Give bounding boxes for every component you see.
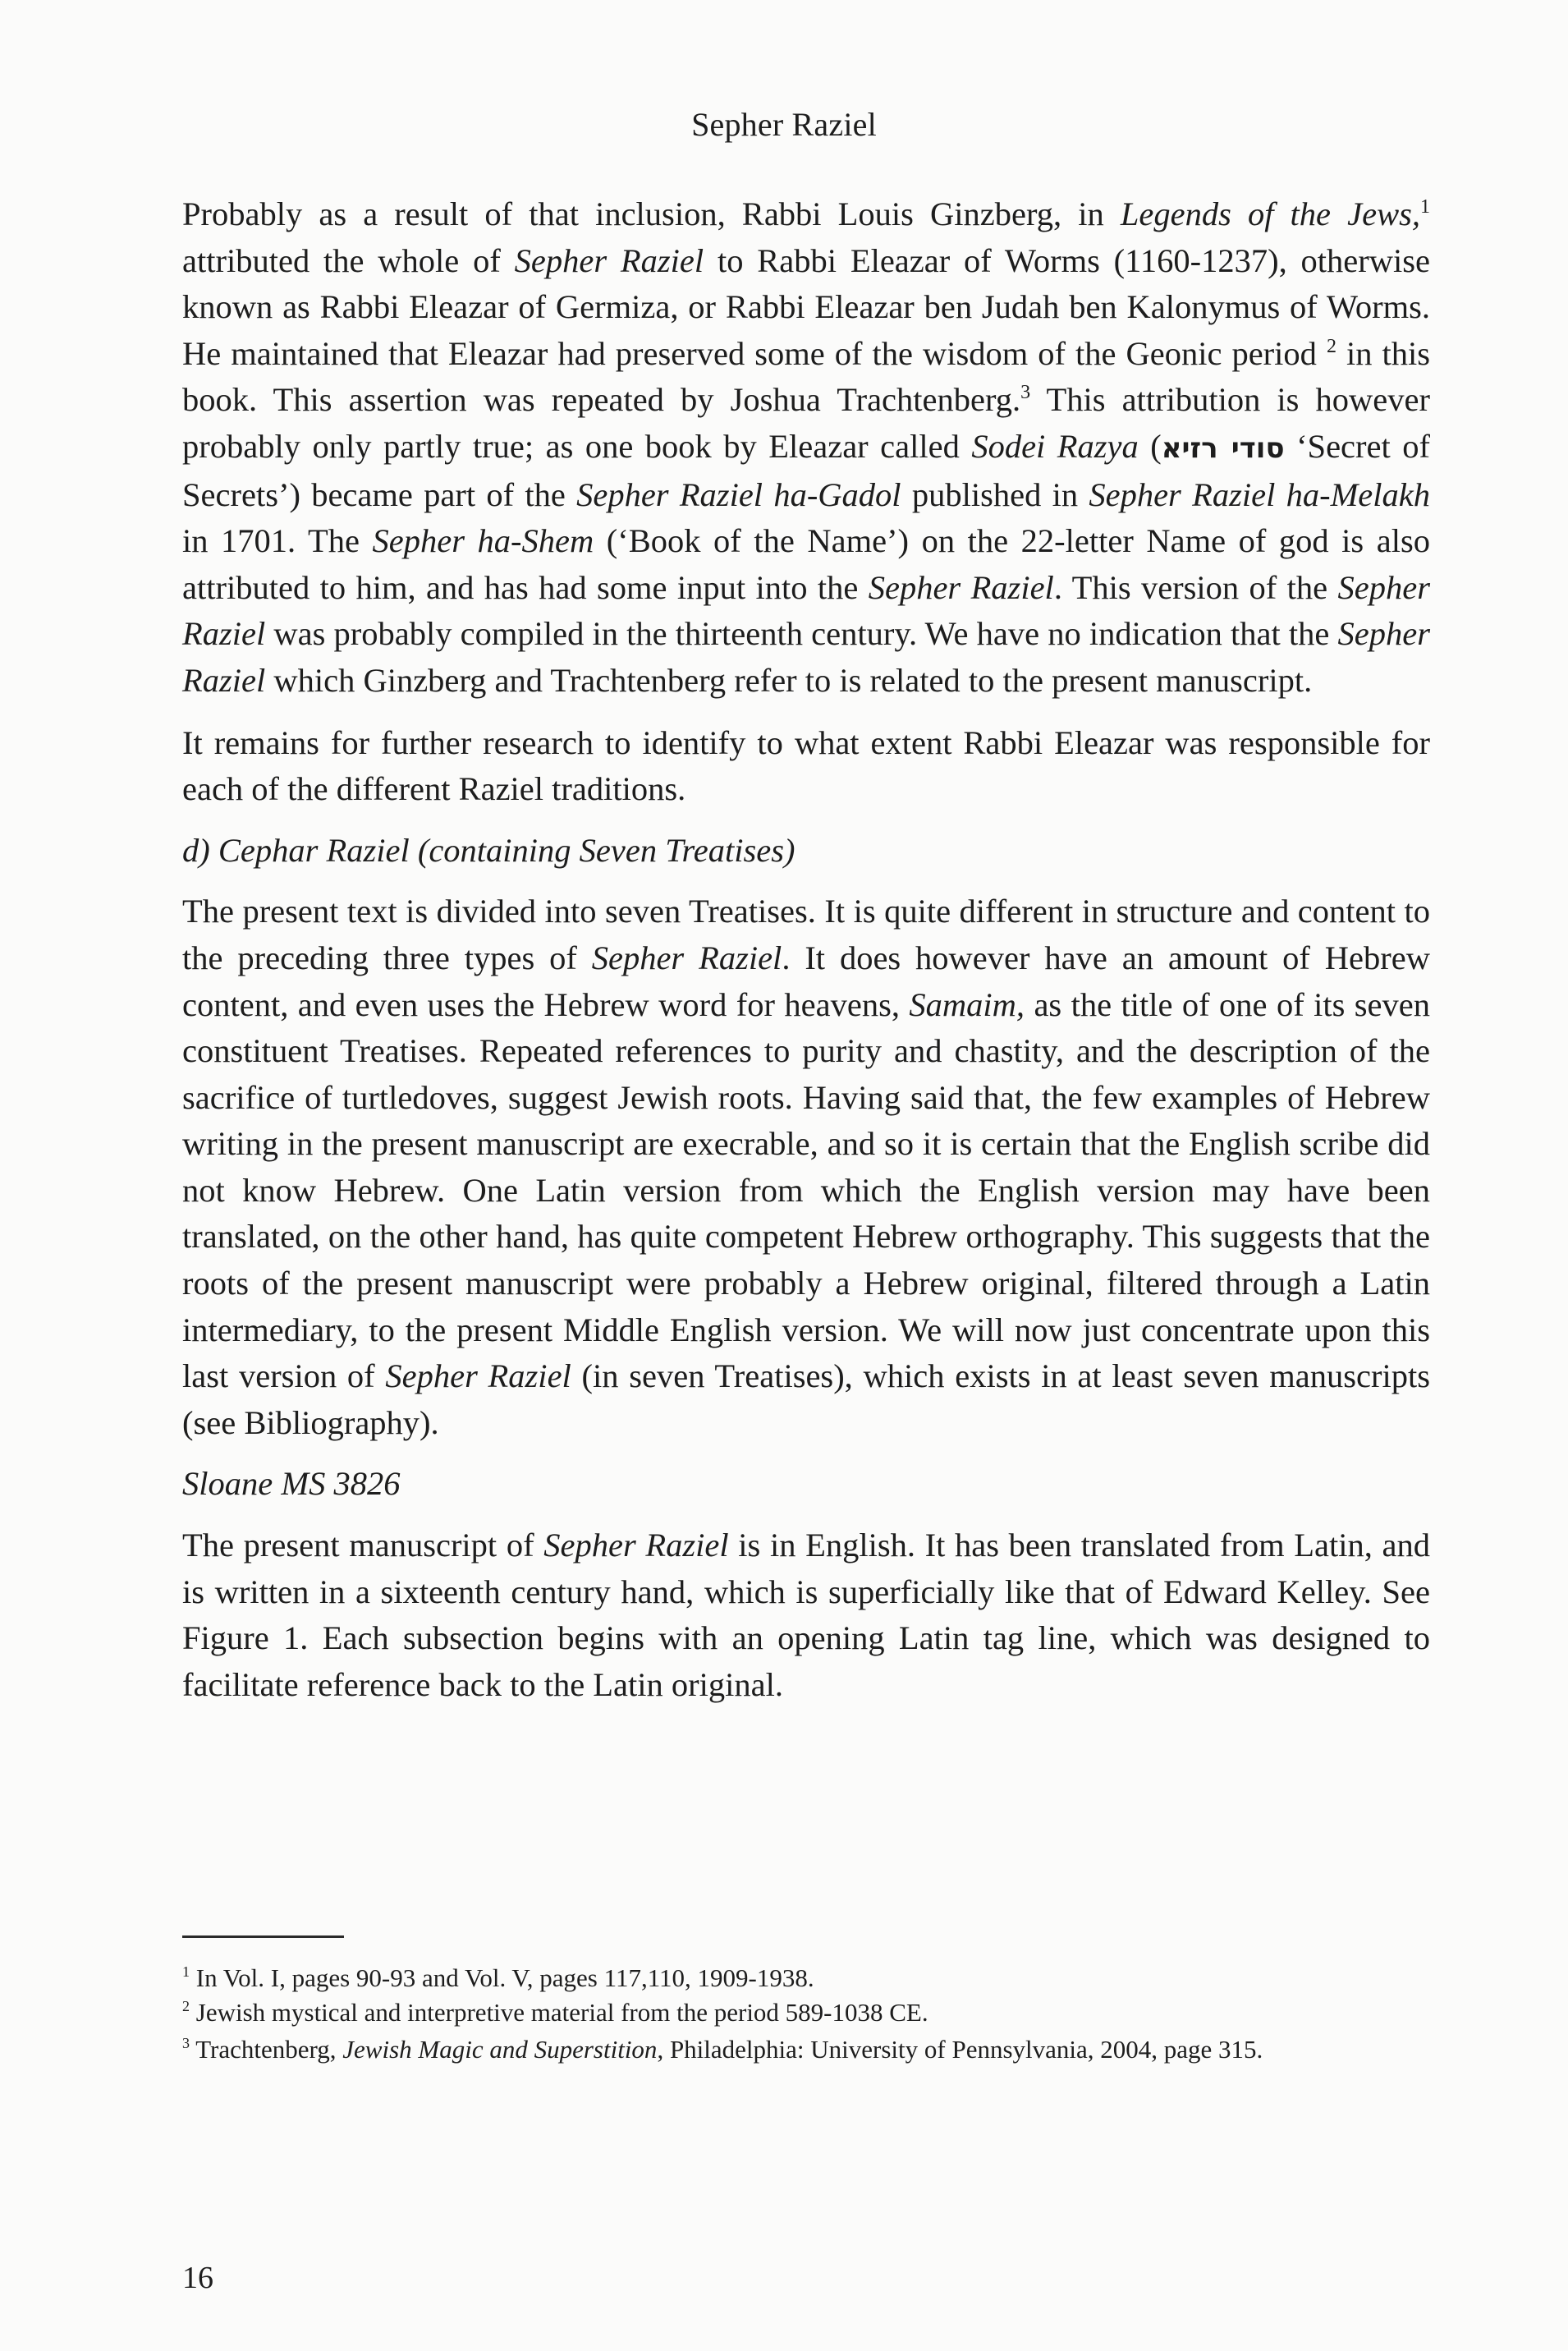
italic-text: Sepher Raziel ha-Gadol <box>576 475 901 513</box>
italic-text: Sepher Raziel <box>543 1527 729 1564</box>
italic-text: d) Cephar Raziel (containing Seven Treatises) <box>182 831 795 869</box>
footnote: $^1$ In Vol. I, pages 90-93 and Vol. V, pages 117,110, 1909-1938. <box>182 1963 814 1992</box>
page-number: 16 <box>182 2261 213 2295</box>
running-head: Sepher Raziel <box>691 106 877 143</box>
footnote: $^3$ Trachtenberg, Jewish Magic and Superstition, Philadelphia: University of Pennsylvania, 2004, page 315. <box>182 2035 1263 2064</box>
italic-text: Sepher ha-Shem <box>372 522 594 560</box>
footnote-marker: 1 <box>1420 196 1430 218</box>
footnote-marker: 3 <box>1020 382 1031 404</box>
paragraph: It remains for further research to identify to what extent Rabbi Eleazar was responsible for each of the different Raziel traditions. <box>182 723 1430 808</box>
italic-text: Sepher Raziel <box>591 939 782 976</box>
italic-text: Sepher Raziel <box>182 568 1430 653</box>
footnote: $^2$ Jewish mystical and interpretive material from the period 589-1038 CE. <box>182 1998 928 2027</box>
section-heading <box>182 828 1430 875</box>
footnote-number: 3 <box>182 2035 190 2051</box>
footnote-number: 2 <box>182 1998 190 2014</box>
italic-text: Legends of the Jews, <box>1120 195 1420 232</box>
hebrew-text: סודי רזיא <box>1161 431 1285 465</box>
italic-text: Sepher Raziel <box>182 615 1430 699</box>
italic-text: Sodei Razya <box>971 427 1139 465</box>
italic-text: Sepher Raziel ha-Melakh <box>1089 475 1431 513</box>
body-text <box>182 191 1430 1708</box>
footnote-rule <box>182 1935 344 1938</box>
footnote-marker: 2 <box>1326 335 1336 357</box>
italic-text: Sepher Raziel <box>868 568 1054 606</box>
italic-text: Sepher Raziel <box>385 1357 571 1395</box>
footnotes <box>182 1963 1430 2071</box>
footnote-number: 1 <box>182 1963 190 1980</box>
paragraph: Probably as a result of that inclusion, Rabbi Louis Ginzberg, in Legends of the Jews,$^1$ attributed the whole of Sepher Raziel to Rabbi Eleazar of Worms (1160-1237), otherwise known as Rabbi Eleazar of Germiza, or Rabbi Eleazar ben Judah ben Kalonymus of Worms. He maintained that Eleazar had preserved some of the wisdom of the Geonic period $^2$ in this book. This assertion was repeated by Joshua Trachtenberg.$^3$ This attribution is however probably only partly true; as one book by Eleazar called Sodei Razya (סודי רזיא ‘Secret of Secrets’) became part of the Sepher Raziel ha-Gadol published in Sepher Raziel ha-Melakh in 1701. The Sepher ha-Shem (‘Book of the Name’) on the 22-letter Name of god is also attributed to him, and has had some input into the Sepher Raziel. This version of the Sepher Raziel was probably compiled in the thirteenth century. We have no indication that the Sepher Raziel which Ginzberg and Trachtenberg refer to is related to the present manuscript. <box>182 195 1431 699</box>
paragraph: The present text is divided into seven Treatises. It is quite different in structure and content to the preceding three types of Sepher Raziel. It does however have an amount of Hebrew content, and even uses the Hebrew word for heavens, Samaim, as the title of one of its seven constituent Treatises. Repeated references to purity and chastity, and the description of the sacrifice of turtledoves, suggest Jewish roots. Having said that, the few examples of Hebrew writing in the present manuscript are execrable, and so it is certain that the English scribe did not know Hebrew. One Latin version from which the English version may have been translated, on the other hand, has quite competent Hebrew orthography. This suggests that the roots of the present manuscript were probably a Hebrew original, filtered through a Latin intermediary, to the present Middle English version. We will now just concentrate upon this last version of Sepher Raziel (in seven Treatises), which exists in at least seven manuscripts (see Bibliography). <box>182 893 1430 1441</box>
section-heading <box>182 1461 1430 1508</box>
italic-text: Samaim, <box>909 985 1025 1023</box>
italic-text: Sepher Raziel <box>514 241 704 279</box>
paragraph: The present manuscript of Sepher Raziel is in English. It has been translated from Latin, and is written in a sixteenth century hand, which is superficially like that of Edward Kelley. See Figure 1. Each subsection begins with an opening Latin tag line, which was designed to facilitate reference back to the Latin original. <box>182 1527 1430 1703</box>
italic-text: Jewish Magic and Superstition <box>342 2035 658 2064</box>
italic-text: Sloane MS 3826 <box>182 1465 401 1503</box>
